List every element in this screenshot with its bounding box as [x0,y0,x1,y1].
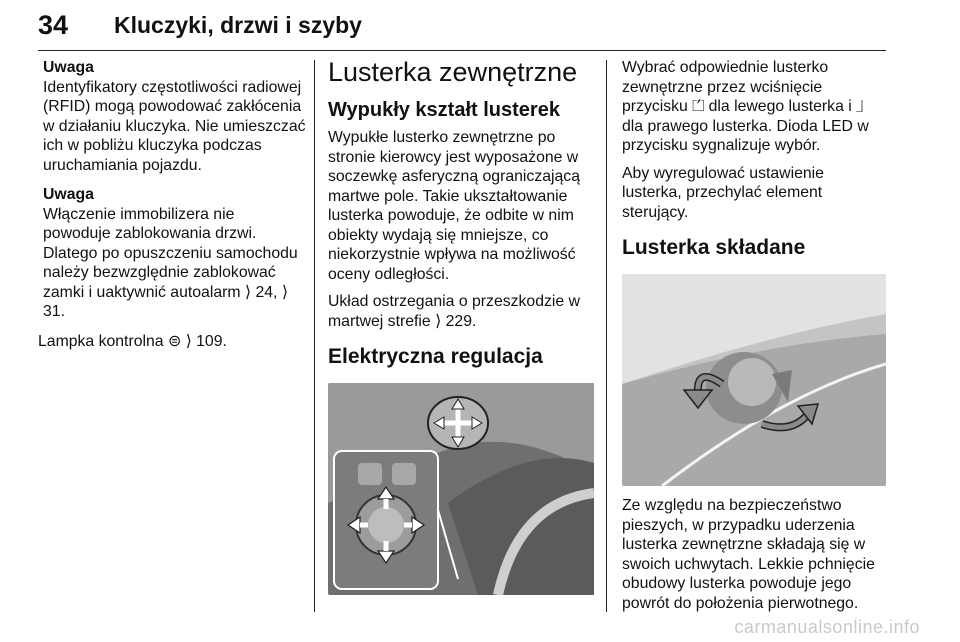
watermark: carmanualsonline.info [734,617,920,637]
paragraph-folding: Ze względu na bezpieczeństwo pieszych, w przypadku uderzenia lusterka zewnętrzne składają się w swoich uchwytach. Lekkie pchnięcie obudowy lusterka powoduje jego powrót do położenia pierwotnego. [622,497,875,612]
mirror-control-illustration [328,383,596,595]
section-title: Lusterka zewnętrzne [328,57,578,87]
note-title: Uwaga [43,186,94,203]
warning-light-reference: Lampka kontrolna ⊜ ⟩ 109. [38,332,227,350]
folding-mirror-illustration [622,274,886,486]
column-divider [606,60,607,612]
note-immobilizer [43,185,306,322]
paragraph-adjust: Aby wyregulować ustawienie lusterka, przechylać element sterujący. [622,164,824,221]
column-3 [622,58,886,621]
note-text: Identyfikatory częstotliwości radiowej (RFID) mogą powodować zakłócenia w działaniu kluczyka. Nie umieszczać ich w pobliżu kluczyka podczas uruchamiania pojazdu. [43,78,306,174]
column-1 [38,58,306,359]
subsection-title-folding: Lusterka składane [622,236,806,259]
note-title: Uwaga [43,59,94,76]
note-rfid [43,58,306,175]
note-text: Włączenie immobilizera nie powoduje zablokowania drzwi. Dlatego po opuszczeniu samochodu należy bezwzględnie zablokować zamki i uaktywnić autoalarm ⟩ 24, ⟩ 31. [43,205,298,320]
column-divider [314,60,315,612]
column-2 [328,58,596,595]
page-header [38,0,886,51]
paragraph-convex: Wypukłe lusterko zewnętrzne po stronie kierowcy jest wyposażone w soczewkę asferyczną ograniczającą martwe pole. Takie ukształtowanie lusterka powoduje, że odbite w nim obiekty wydają się mniejsze, co niekorzystnie wpływa na możliwość oceny odległości. [328,129,580,283]
paragraph-select-mirror: Wybrać odpowiednie lusterko zewnętrzne przez wciśnięcie przycisku ⏍ dla lewego lusterka i ⏌ dla prawego lusterka. Dioda LED w przycisku sygnalizuje wybór. [622,59,869,154]
chapter-title: Kluczyki, drzwi i szyby [114,12,362,38]
page-number: 34 [38,10,69,40]
subsection-title-convex: Wypukły kształt lusterek [328,99,560,121]
paragraph-blind-spot: Układ ostrzegania o przeszkodzie w martwej strefie ⟩ 229. [328,293,580,330]
subsection-title-electric: Elektryczna regulacja [328,345,543,368]
